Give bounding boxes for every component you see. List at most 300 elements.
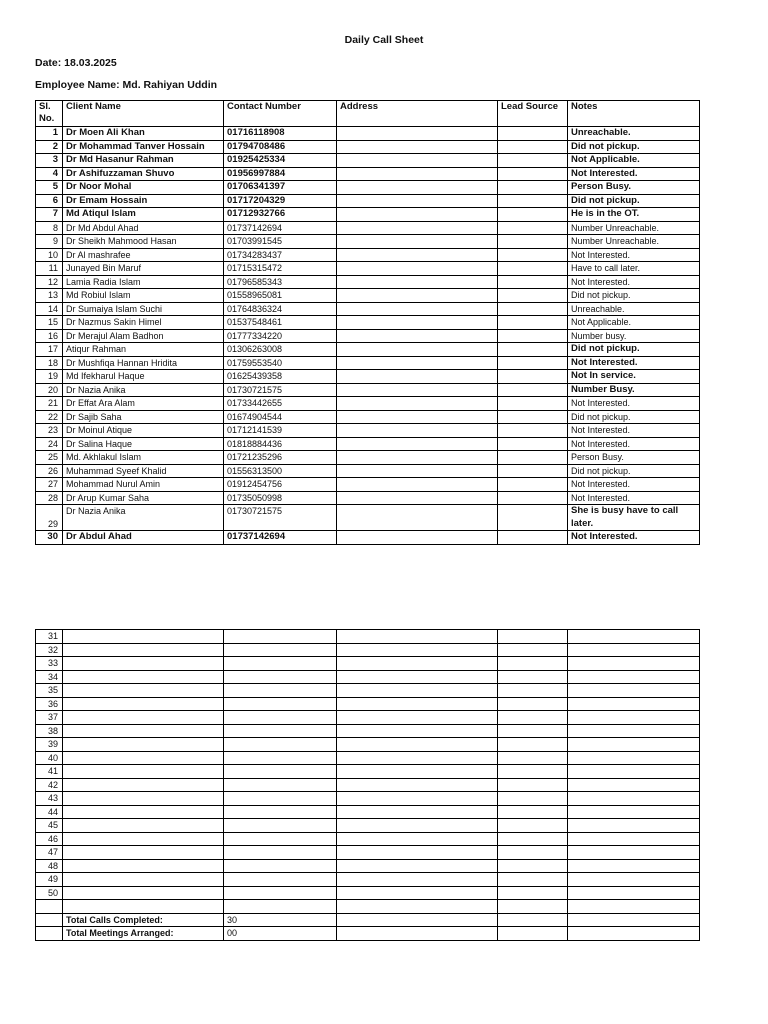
- client-name-cell: Dr Emam Hossain: [63, 194, 224, 208]
- empty-cell: [498, 751, 568, 765]
- empty-cell: [498, 657, 568, 671]
- empty-cell: [568, 819, 700, 833]
- lead-source-cell: [498, 437, 568, 451]
- empty-cell: [63, 832, 224, 846]
- summary-spacer-row: [36, 900, 700, 914]
- empty-cell: [568, 805, 700, 819]
- lead-source-cell: [498, 235, 568, 249]
- empty-cell: [498, 697, 568, 711]
- empty-cell: [224, 792, 337, 806]
- lead-source-cell: [498, 478, 568, 492]
- empty-cell: [63, 630, 224, 644]
- empty-cell: [568, 724, 700, 738]
- notes-cell: Did not pickup.: [568, 410, 700, 424]
- sl-cell: 35: [36, 684, 63, 698]
- sl-cell: 50: [36, 886, 63, 900]
- sl-cell: 38: [36, 724, 63, 738]
- client-name-cell: Dr Salina Haque: [63, 437, 224, 451]
- empty-cell: [63, 859, 224, 873]
- empty-cell: [63, 792, 224, 806]
- notes-cell: Person Busy.: [568, 451, 700, 465]
- address-cell: [337, 370, 498, 384]
- notes-cell: She is busy have to call later.: [568, 505, 700, 531]
- empty-cell: [224, 670, 337, 684]
- client-name-cell: Dr Mohammad Tanver Hossain: [63, 140, 224, 154]
- empty-cell: [568, 859, 700, 873]
- blank-row: [36, 751, 700, 765]
- sl-cell: 25: [36, 451, 63, 465]
- empty-cell: [498, 684, 568, 698]
- table-row: [36, 383, 700, 397]
- address-cell: [337, 208, 498, 222]
- table-row: [36, 302, 700, 316]
- empty-cell: [498, 643, 568, 657]
- table-row: [36, 505, 700, 531]
- empty-cell: [337, 873, 498, 887]
- table-row: [36, 262, 700, 276]
- address-cell: [337, 505, 498, 531]
- empty-cell: [224, 859, 337, 873]
- sl-cell: 10: [36, 248, 63, 262]
- empty-cell: [63, 819, 224, 833]
- empty-cell: [498, 765, 568, 779]
- sl-cell: 5: [36, 181, 63, 195]
- address-cell: [337, 316, 498, 330]
- sl-cell: 6: [36, 194, 63, 208]
- sl-cell: 27: [36, 478, 63, 492]
- summary-meetings-row: [36, 927, 700, 941]
- empty-cell: [568, 846, 700, 860]
- empty-cell: [224, 886, 337, 900]
- table-row: [36, 464, 700, 478]
- lead-source-cell: [498, 181, 568, 195]
- contact-number-cell: 01306263008: [224, 343, 337, 357]
- sl-cell: 14: [36, 302, 63, 316]
- blank-row: [36, 630, 700, 644]
- contact-number-cell: 01537548461: [224, 316, 337, 330]
- summary-body: [36, 900, 700, 941]
- address-cell: [337, 181, 498, 195]
- notes-cell: Not Interested.: [568, 356, 700, 370]
- empty-cell: [568, 873, 700, 887]
- contact-number-cell: 01717204329: [224, 194, 337, 208]
- empty-cell: [337, 697, 498, 711]
- blank-row: [36, 724, 700, 738]
- notes-cell: Not Interested.: [568, 424, 700, 438]
- empty-cell: [224, 697, 337, 711]
- sl-cell: 3: [36, 154, 63, 168]
- empty-cell: [63, 724, 224, 738]
- notes-cell: Not Interested.: [568, 478, 700, 492]
- sl-cell: 33: [36, 657, 63, 671]
- notes-cell: Not Interested.: [568, 275, 700, 289]
- call-table: [35, 100, 700, 545]
- blank-row: [36, 792, 700, 806]
- blank-row: [36, 819, 700, 833]
- contact-number-cell: 01674904544: [224, 410, 337, 424]
- notes-cell: Did not pickup.: [568, 140, 700, 154]
- lead-source-cell: [498, 424, 568, 438]
- contact-number-cell: 01777334220: [224, 329, 337, 343]
- table-row: [36, 127, 700, 141]
- lead-source-cell: [498, 397, 568, 411]
- table-row: [36, 289, 700, 303]
- empty-cell: [498, 778, 568, 792]
- client-name-cell: Dr Sajib Saha: [63, 410, 224, 424]
- empty-cell: [568, 630, 700, 644]
- empty-cell: [337, 805, 498, 819]
- sl-cell: 34: [36, 670, 63, 684]
- notes-cell: Number Unreachable.: [568, 221, 700, 235]
- empty-cell: [224, 819, 337, 833]
- blank-row: [36, 684, 700, 698]
- empty-cell: [337, 792, 498, 806]
- table-row: [36, 167, 700, 181]
- lead-source-cell: [498, 329, 568, 343]
- empty-cell: [568, 643, 700, 657]
- sl-cell: 28: [36, 491, 63, 505]
- empty-cell: [337, 738, 498, 752]
- empty-cell: [498, 846, 568, 860]
- contact-number-cell: 01759553540: [224, 356, 337, 370]
- notes-cell: Unreachable.: [568, 127, 700, 141]
- lead-source-cell: [498, 410, 568, 424]
- lead-source-cell: [498, 383, 568, 397]
- empty-cell: [337, 846, 498, 860]
- sl-cell: 47: [36, 846, 63, 860]
- empty-cell: [568, 657, 700, 671]
- client-name-cell: Dr Md Abdul Ahad: [63, 221, 224, 235]
- total-meetings-label: Total Meetings Arranged:: [63, 927, 224, 941]
- lead-source-cell: [498, 127, 568, 141]
- table-row: [36, 451, 700, 465]
- address-cell: [337, 424, 498, 438]
- client-name-cell: Dr Effat Ara Alam: [63, 397, 224, 411]
- table-row: [36, 208, 700, 222]
- address-cell: [337, 289, 498, 303]
- blank-row: [36, 697, 700, 711]
- lead-source-cell: [498, 356, 568, 370]
- empty-cell: [63, 684, 224, 698]
- empty-cell: [568, 738, 700, 752]
- address-cell: [337, 464, 498, 478]
- contact-number-cell: 01818884436: [224, 437, 337, 451]
- notes-cell: Not In service.: [568, 370, 700, 384]
- empty-cell: [337, 751, 498, 765]
- date-line: Date: 18.03.2025: [35, 57, 117, 69]
- blank-row: [36, 832, 700, 846]
- empty-cell: [498, 873, 568, 887]
- address-cell: [337, 235, 498, 249]
- empty-cell: [568, 697, 700, 711]
- total-calls-label: Total Calls Completed:: [63, 913, 224, 927]
- address-cell: [337, 127, 498, 141]
- lead-source-cell: [498, 451, 568, 465]
- table-row: [36, 316, 700, 330]
- contact-number-cell: 01730721575: [224, 505, 337, 531]
- empty-cell: [63, 738, 224, 752]
- empty-cell: [63, 751, 224, 765]
- notes-cell: Not Interested.: [568, 167, 700, 181]
- sl-cell: 39: [36, 738, 63, 752]
- empty-cell: [337, 765, 498, 779]
- sl-cell: 12: [36, 275, 63, 289]
- empty-cell: [337, 643, 498, 657]
- empty-cell: [224, 873, 337, 887]
- contact-number-cell: 01735050998: [224, 491, 337, 505]
- blank-row: [36, 873, 700, 887]
- contact-number-cell: 01716118908: [224, 127, 337, 141]
- sl-cell: 37: [36, 711, 63, 725]
- contact-number-cell: 01712932766: [224, 208, 337, 222]
- empty-cell: [63, 846, 224, 860]
- sl-cell: 7: [36, 208, 63, 222]
- sl-cell: 20: [36, 383, 63, 397]
- address-cell: [337, 410, 498, 424]
- sl-cell: 18: [36, 356, 63, 370]
- client-name-cell: Dr Arup Kumar Saha: [63, 491, 224, 505]
- contact-number-cell: 01625439358: [224, 370, 337, 384]
- blank-row: [36, 657, 700, 671]
- client-name-cell: Dr Md Hasanur Rahman: [63, 154, 224, 168]
- empty-cell: [224, 724, 337, 738]
- notes-cell: Number busy.: [568, 329, 700, 343]
- sl-cell: 41: [36, 765, 63, 779]
- empty-cell: [63, 805, 224, 819]
- lead-source-cell: [498, 316, 568, 330]
- contact-number-cell: 01794708486: [224, 140, 337, 154]
- client-name-cell: Dr Abdul Ahad: [63, 531, 224, 545]
- empty-cell: [568, 765, 700, 779]
- call-table-body: [36, 127, 700, 545]
- empty-cell: [63, 670, 224, 684]
- table-row: [36, 370, 700, 384]
- blank-row: [36, 805, 700, 819]
- empty-cell: [498, 724, 568, 738]
- notes-cell: Not Applicable.: [568, 316, 700, 330]
- notes-cell: Did not pickup.: [568, 464, 700, 478]
- total-meetings-value: 00: [224, 927, 337, 941]
- sl-cell: 24: [36, 437, 63, 451]
- empty-cell: [224, 630, 337, 644]
- contact-number-cell: 01925425334: [224, 154, 337, 168]
- table-row: [36, 181, 700, 195]
- contact-number-cell: 01764836324: [224, 302, 337, 316]
- notes-cell: Unreachable.: [568, 302, 700, 316]
- notes-cell: Did not pickup.: [568, 194, 700, 208]
- client-name-cell: Dr Nazia Anika: [63, 505, 224, 531]
- empty-cell: [224, 805, 337, 819]
- blank-row: [36, 846, 700, 860]
- address-cell: [337, 140, 498, 154]
- lead-source-cell: [498, 194, 568, 208]
- empty-cell: [224, 765, 337, 779]
- lead-source-cell: [498, 505, 568, 531]
- empty-cell: [63, 873, 224, 887]
- contact-number-cell: 01796585343: [224, 275, 337, 289]
- empty-cell: [498, 805, 568, 819]
- contact-number-cell: 01737142694: [224, 221, 337, 235]
- contact-number-cell: 01956997884: [224, 167, 337, 181]
- contact-number-cell: 01706341397: [224, 181, 337, 195]
- lead-source-cell: [498, 370, 568, 384]
- address-cell: [337, 397, 498, 411]
- client-name-cell: Md Atiqul Islam: [63, 208, 224, 222]
- empty-cell: [498, 792, 568, 806]
- address-cell: [337, 343, 498, 357]
- empty-cell: [498, 819, 568, 833]
- table-row: [36, 275, 700, 289]
- empty-cell: [224, 657, 337, 671]
- empty-cell: [224, 778, 337, 792]
- client-name-cell: Mohammad Nurul Amin: [63, 478, 224, 492]
- address-cell: [337, 248, 498, 262]
- blank-row: [36, 643, 700, 657]
- client-name-cell: Dr Moinul Atique: [63, 424, 224, 438]
- table-row: [36, 154, 700, 168]
- notes-cell: Not Interested.: [568, 491, 700, 505]
- sl-cell: 30: [36, 531, 63, 545]
- address-cell: [337, 262, 498, 276]
- contact-number-cell: 01734283437: [224, 248, 337, 262]
- client-name-cell: Junayed Bin Maruf: [63, 262, 224, 276]
- empty-cell: [224, 832, 337, 846]
- summary-calls-row: [36, 913, 700, 927]
- empty-cell: [337, 684, 498, 698]
- empty-cell: [224, 751, 337, 765]
- sl-cell: 23: [36, 424, 63, 438]
- blank-row: [36, 765, 700, 779]
- contact-number-cell: 01715315472: [224, 262, 337, 276]
- sl-cell: 36: [36, 697, 63, 711]
- table-row: [36, 329, 700, 343]
- client-name-cell: Dr Noor Mohal: [63, 181, 224, 195]
- empty-cell: [568, 832, 700, 846]
- empty-cell: [568, 684, 700, 698]
- client-name-cell: Dr Nazmus Sakin Himel: [63, 316, 224, 330]
- empty-cell: [337, 657, 498, 671]
- sl-cell: 49: [36, 873, 63, 887]
- col-header-lead-source: Lead Source: [498, 101, 568, 127]
- blank-row: [36, 738, 700, 752]
- notes-cell: Did not pickup.: [568, 343, 700, 357]
- notes-cell: Not Interested.: [568, 248, 700, 262]
- blank-row: [36, 670, 700, 684]
- empty-cell: [337, 670, 498, 684]
- address-cell: [337, 531, 498, 545]
- client-name-cell: Lamia Radia Islam: [63, 275, 224, 289]
- sl-cell: 45: [36, 819, 63, 833]
- address-cell: [337, 478, 498, 492]
- empty-cell: [568, 792, 700, 806]
- empty-cell: [63, 697, 224, 711]
- col-header-contact-number: Contact Number: [224, 101, 337, 127]
- empty-cell: [568, 751, 700, 765]
- address-cell: [337, 194, 498, 208]
- blank-row: [36, 711, 700, 725]
- blank-row: [36, 859, 700, 873]
- empty-cell: [498, 670, 568, 684]
- client-name-cell: Dr Mushfiqa Hannan Hridita: [63, 356, 224, 370]
- client-name-cell: Atiqur Rahman: [63, 343, 224, 357]
- lead-source-cell: [498, 464, 568, 478]
- lead-source-cell: [498, 531, 568, 545]
- notes-cell: Number Unreachable.: [568, 235, 700, 249]
- table-row: [36, 437, 700, 451]
- notes-cell: Not Applicable.: [568, 154, 700, 168]
- client-name-cell: Md Ifekharul Haque: [63, 370, 224, 384]
- address-cell: [337, 302, 498, 316]
- table-row: [36, 491, 700, 505]
- empty-cell: [63, 657, 224, 671]
- sl-cell: 31: [36, 630, 63, 644]
- sl-cell: 15: [36, 316, 63, 330]
- empty-cell: [63, 778, 224, 792]
- empty-cell: [224, 846, 337, 860]
- empty-cell: [498, 859, 568, 873]
- empty-cell: [224, 711, 337, 725]
- notes-cell: Have to call later.: [568, 262, 700, 276]
- blank-row: [36, 778, 700, 792]
- client-name-cell: Md Robiul Islam: [63, 289, 224, 303]
- sl-cell: 22: [36, 410, 63, 424]
- empty-cell: [568, 778, 700, 792]
- blank-rows-table: [35, 629, 700, 941]
- notes-cell: Not Interested.: [568, 437, 700, 451]
- client-name-cell: Dr Sumaiya Islam Suchi: [63, 302, 224, 316]
- empty-cell: [63, 643, 224, 657]
- empty-cell: [337, 819, 498, 833]
- lead-source-cell: [498, 248, 568, 262]
- empty-cell: [63, 886, 224, 900]
- col-header-notes: Notes: [568, 101, 700, 127]
- lead-source-cell: [498, 208, 568, 222]
- lead-source-cell: [498, 289, 568, 303]
- client-name-cell: Dr Sheikh Mahmood Hasan: [63, 235, 224, 249]
- contact-number-cell: 01703991545: [224, 235, 337, 249]
- empty-cell: [498, 832, 568, 846]
- address-cell: [337, 167, 498, 181]
- empty-cell: [337, 724, 498, 738]
- table-row: [36, 140, 700, 154]
- table-row: [36, 478, 700, 492]
- client-name-cell: Dr Al mashrafee: [63, 248, 224, 262]
- sl-cell: 19: [36, 370, 63, 384]
- lead-source-cell: [498, 491, 568, 505]
- address-cell: [337, 329, 498, 343]
- blank-rows-body: [36, 630, 700, 900]
- contact-number-cell: 01558965081: [224, 289, 337, 303]
- empty-cell: [224, 643, 337, 657]
- client-name-cell: Dr Moen Ali Khan: [63, 127, 224, 141]
- table-row: [36, 410, 700, 424]
- contact-number-cell: 01556313500: [224, 464, 337, 478]
- notes-cell: Not Interested.: [568, 397, 700, 411]
- lead-source-cell: [498, 140, 568, 154]
- empty-cell: [498, 738, 568, 752]
- col-header-address: Address: [337, 101, 498, 127]
- sl-cell: 2: [36, 140, 63, 154]
- sl-cell: 1: [36, 127, 63, 141]
- notes-cell: Did not pickup.: [568, 289, 700, 303]
- total-calls-value: 30: [224, 913, 337, 927]
- empty-cell: [337, 711, 498, 725]
- notes-cell: Person Busy.: [568, 181, 700, 195]
- table-row: [36, 343, 700, 357]
- contact-number-cell: 01721235296: [224, 451, 337, 465]
- sl-cell: 17: [36, 343, 63, 357]
- address-cell: [337, 356, 498, 370]
